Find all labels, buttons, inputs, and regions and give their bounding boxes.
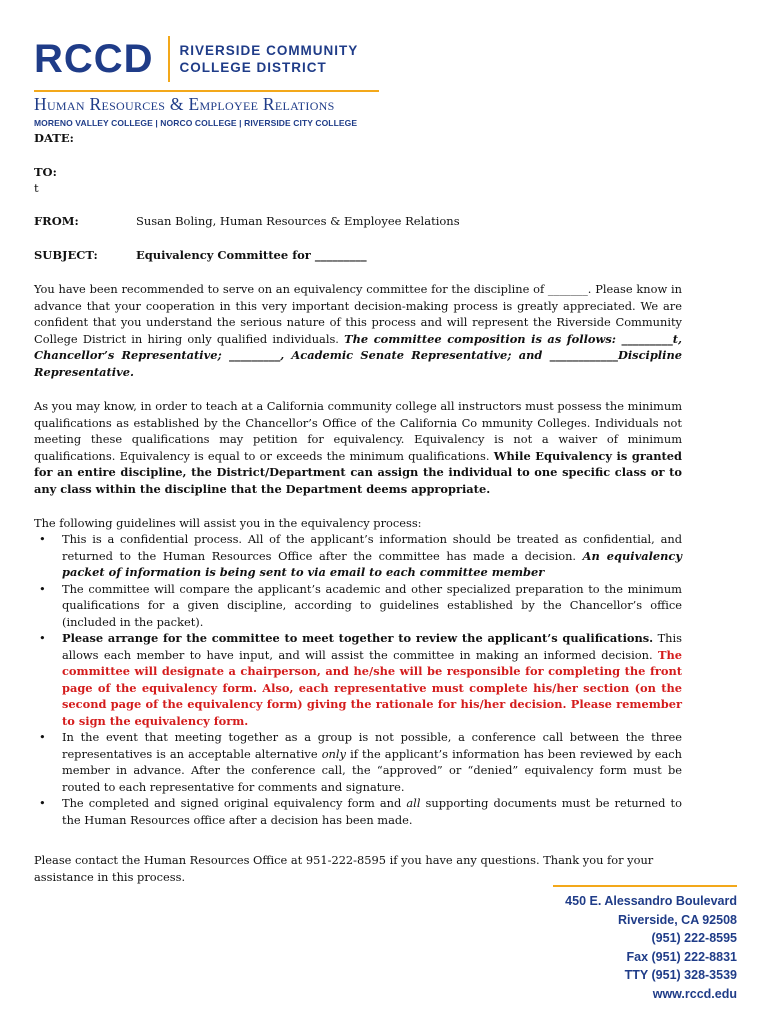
logo-divider [168,36,170,82]
list-item [34,795,682,828]
b4-text-b: if the applicant’s information has been reviewed by each member in advance. After the conference call, the “approved” or “denied” equivalency form must be routed to each representative for comments and signature. [62,746,682,794]
memo-from-row [34,214,460,228]
fax-number: Fax (951) 222-8831 [626,949,737,964]
closing-paragraph: Please contact the Human Resources Office at 951-222-8595 if you have any questions. Thank you for your assistance in this process. [34,853,654,884]
colleges-list: MORENO VALLEY COLLEGE | NORCO COLLEGE | RIVERSIDE CITY COLLEGE [34,118,358,128]
list-item [34,729,682,795]
list-item [34,630,682,729]
to-label: TO: [34,165,57,179]
equivalency-grant-note: While Equivalency is granted for an entire discipline, the District/Department can assign the individual to one specific class or to any class within the discipline that the Department deems appropriate. [34,448,682,496]
b5-text-b: supporting documents must be returned to the Human Resources office after a decision has been made. [62,796,682,827]
subject-value: Equivalency Committee for _________ [136,248,367,262]
guidelines-intro: The following guidelines will assist you in the equivalency process: [34,516,422,530]
memo-to-row [34,165,57,179]
b5-text-a: The completed and signed original equivalency form and [62,796,407,810]
list-item [34,531,682,581]
memo-date-row [34,131,74,145]
paragraph-qualifications [34,398,682,497]
b2-text: The committee will compare the applicant’s academic and other specialized preparation to the minimum qualifications for a given discipline, according to guidelines established by the Chancellor’s office (included in the packet). [62,581,682,629]
date-label: DATE: [34,131,74,145]
b3-text: This allows each member to have input, and will assist the committee in making an informed decision. [62,631,682,662]
bullet-icon: • [39,796,46,810]
street-address: 450 E. Alessandro Boulevard [565,894,737,908]
b3-bold: Please arrange for the committee to meet together to review the applicant’s qualifications. [62,631,654,645]
committee-composition: The committee composition is as follows: _________t, Chancellor’s Representative; _________, Academic Senate Representative; and ____________Discipline Representative. [34,331,682,379]
tty-number: TTY (951) 328-3539 [624,968,737,983]
b3-red-note: The committee will designate a chairperson, and he/she will be responsible for completing the front page of the equivalency form. Also, each representative must complete his/her section (on the second page of the equivalency form) giving the rationale for his/her decision. Please remember to sign the equivalency form. [62,647,682,728]
subject-label: SUBJECT: [34,248,98,262]
bullet-icon: • [39,581,46,596]
guidelines-list [34,531,682,828]
from-label: FROM: [34,214,79,228]
b4-only: only [321,746,346,761]
logo-mark: RCCD [34,37,154,81]
paragraph-recommendation [34,281,682,380]
district-line-1: RIVERSIDE COMMUNITY [179,43,359,58]
memo-subject-row [34,248,367,262]
district-line-2: COLLEGE DISTRICT [179,60,327,75]
phone-number: (951) 222-8595 [651,931,737,946]
p2-text: As you may know, in order to teach at a California community college all instructors must possess the minimum qualifications as established by the Chancellor’s Office of the California Co mmunity Colleges. Individuals not meeting these qualifications may petition for equivalency. Equivalency is not a waiver of minimum qualifications. Equivalency is equal to or exceeds the minimum qualifications. [34,399,682,463]
contact-address-block [565,892,737,1004]
b1-text: This is a confidential process. All of the applicant’s information should be treated as confidential, and returned to the Human Resources Office after the committee has made a decision. [62,532,682,563]
p1-text: You have been recommended to serve on an equivalency committee for the discipline of _______. Please know in advance that your cooperation in this very important decision-making process is greatly appreciated. We are confident that you understand the serious nature of this process and will represent the Riverside Community College District in hiring only qualified individuals. [34,282,682,346]
logo-rule [34,90,379,92]
website[interactable]: www.rccd.edu [652,986,737,1001]
bullet-icon: • [39,730,46,744]
memo-to-value: t [34,181,39,195]
district-name [180,42,359,76]
b4-text-a: In the event that meeting together as a group is not possible, a conference call between the three representatives is an acceptable alternative [62,730,682,761]
from-value: Susan Boling, Human Resources & Employee Relations [136,214,460,228]
address-rule [553,885,737,887]
list-item [34,581,682,631]
b5-all: all [406,796,421,810]
city-state-zip: Riverside, CA 92508 [617,912,737,927]
bullet-icon: • [39,631,46,645]
hr-department-title: Human Resources & Employee Relations [34,94,335,114]
bullet-icon: • [39,532,46,546]
b1-emphasis: An equivalency packet of information is being sent to via email to each committee member [62,548,682,579]
rccd-logo [34,36,379,128]
